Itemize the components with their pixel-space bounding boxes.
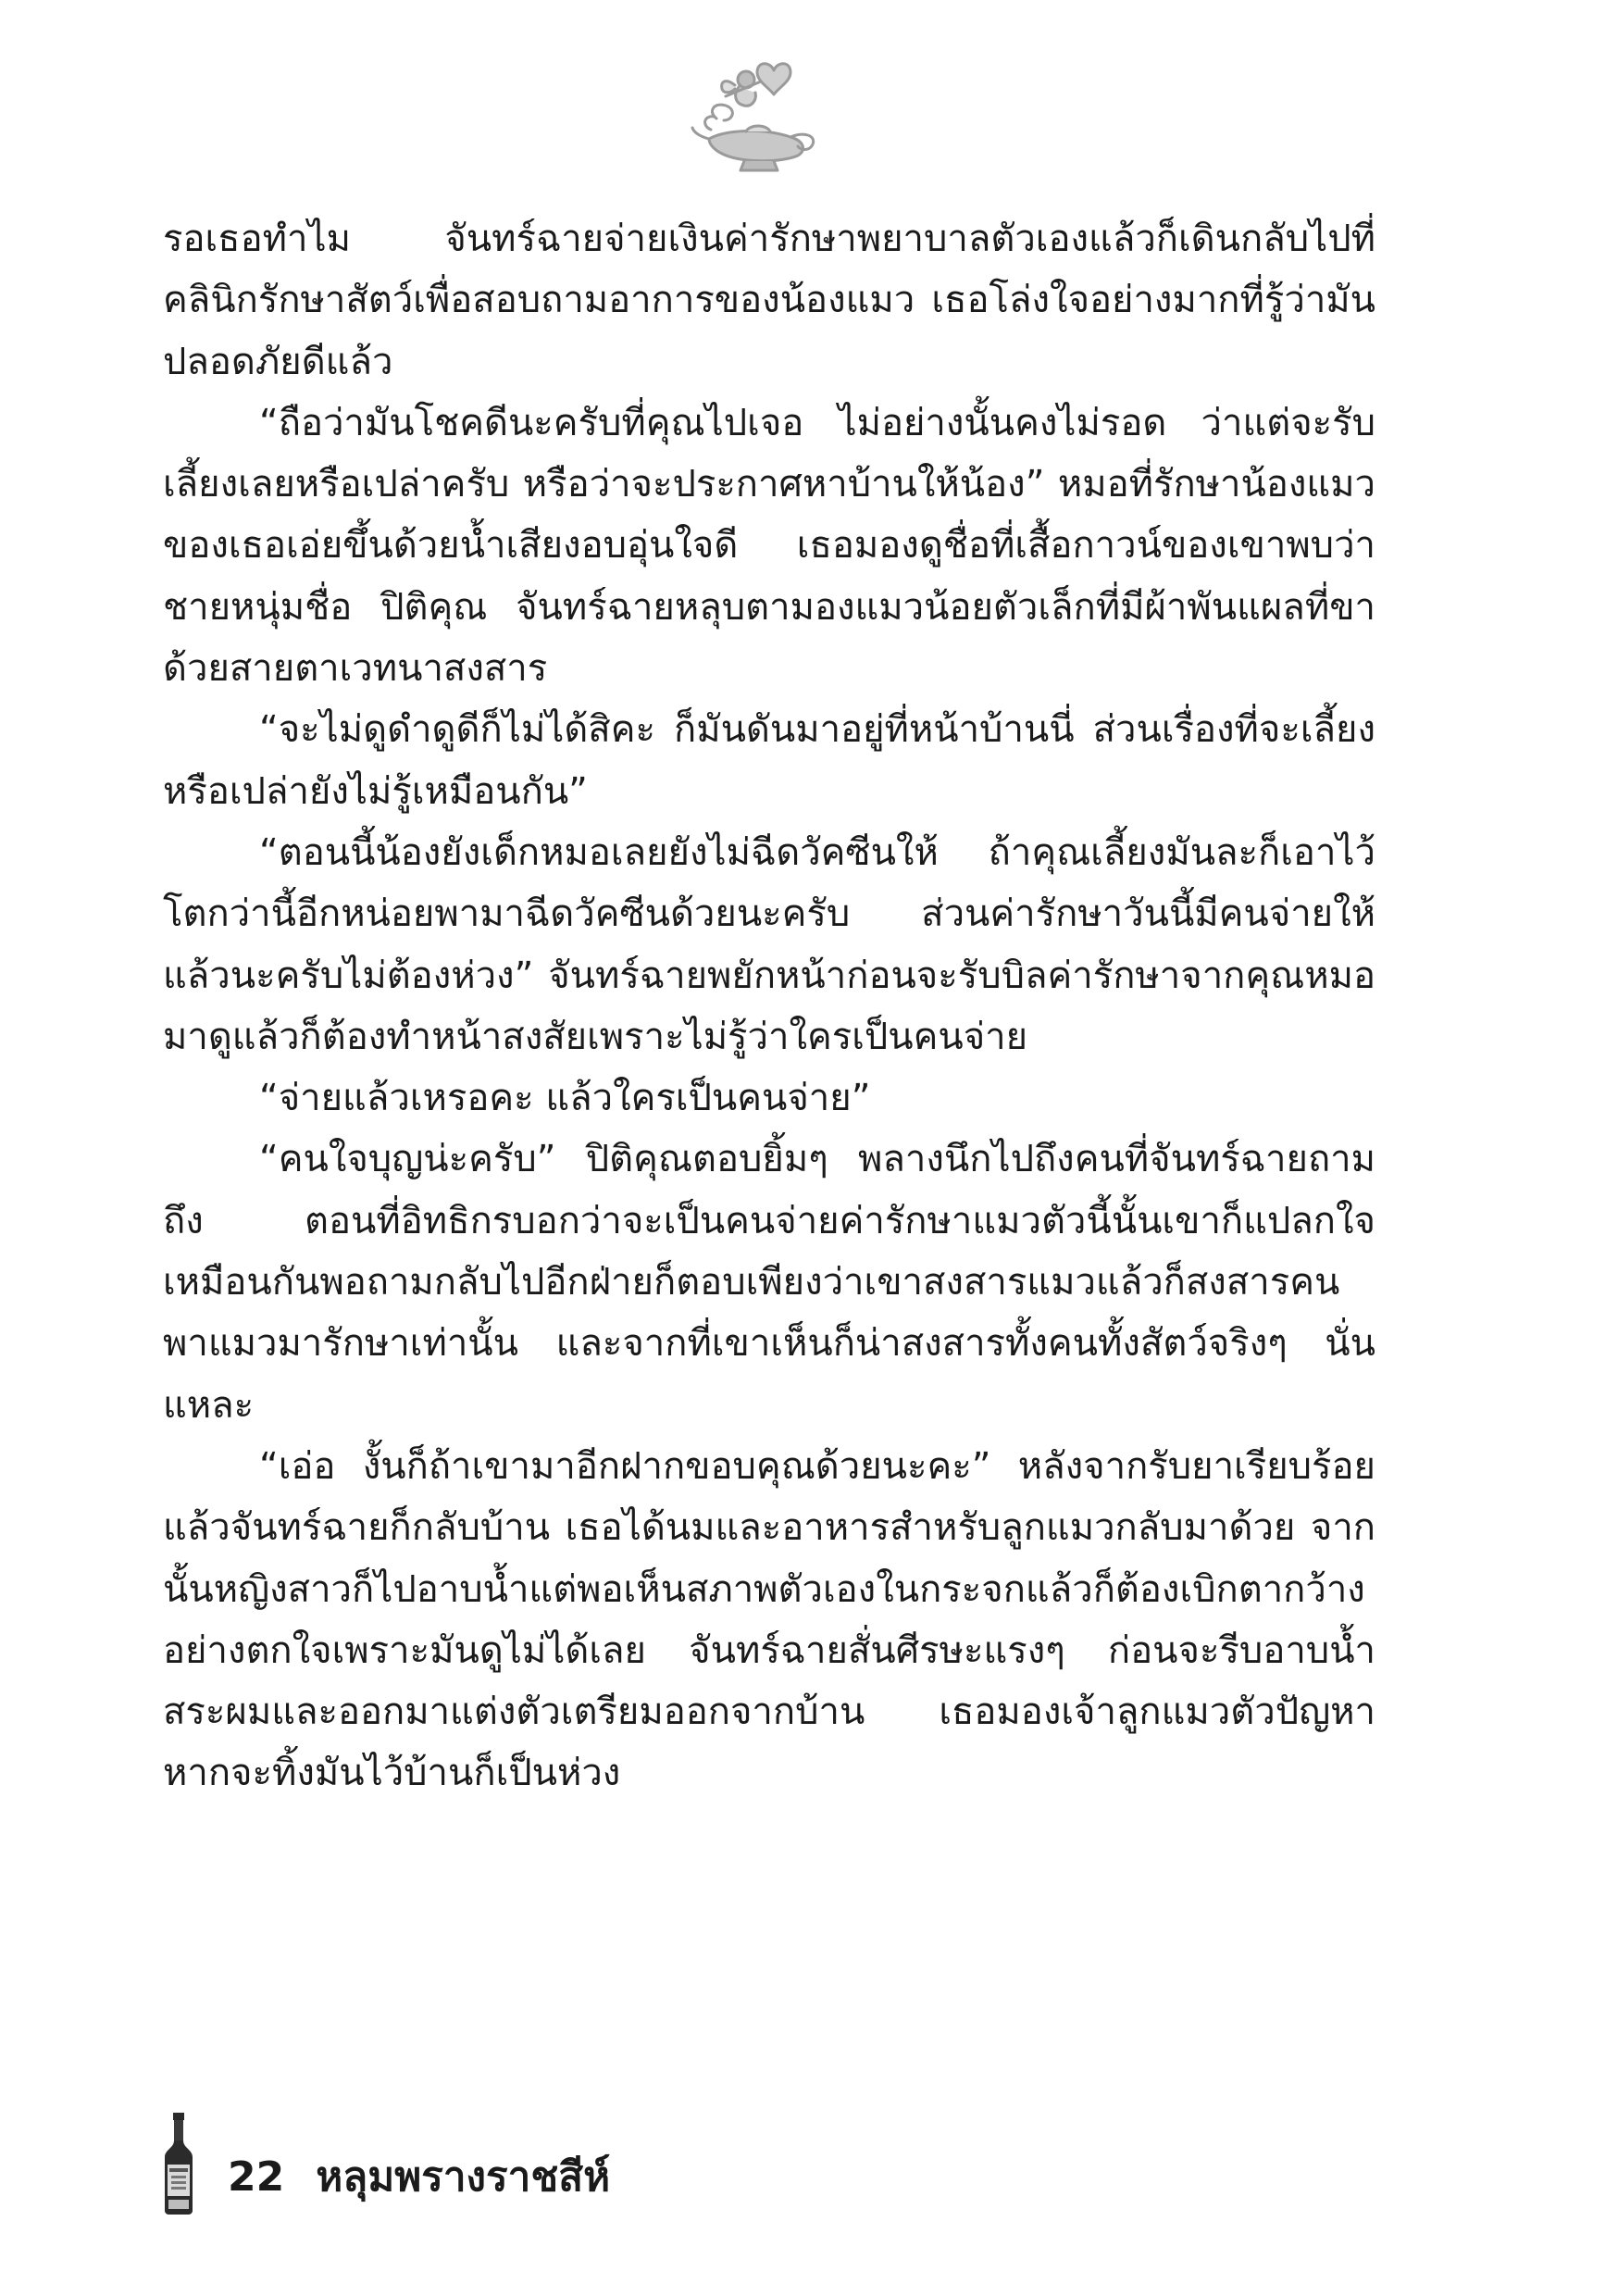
paragraph-4: “ตอนนี้น้องยังเด็กหมอเลยยังไม่ฉีดวัคซีนให้ ถ้าคุณเลี้ยงมันละก็เอาไว้โตกว่านี้อีกหน่อยพามาฉีดวัคซีนด้วยนะครับ ส่วนค่ารักษาวันนี้มีคนจ่ายให้แล้วนะครับไม่ต้องห่วง” จันทร์ฉายพยักหน้าก่อนจะรับบิลค่ารักษาจากคุณหมอมาดูแล้วก็ต้องทำหน้าสงสัยเพราะไม่รู้ว่าใครเป็นคนจ่าย xyxy=(163,830,1375,1058)
genie-lamp-cupid-icon xyxy=(689,54,828,174)
page-footer xyxy=(163,2113,610,2215)
paragraph-1: รอเธอทำไม จันทร์ฉายจ่ายเงินค่ารักษาพยาบาลตัวเองแล้วก็เดินกลับไปที่คลินิกรักษาสัตว์เพื่อสอบถามอาการของน้องแมว เธอโล่งใจอย่างมากที่รู้ว่ามันปลอดภัยดีแล้ว xyxy=(163,218,1375,383)
paragraph-7: “เอ่อ งั้นก็ถ้าเขามาอีกฝากขอบคุณด้วยนะคะ” หลังจากรับยาเรียบร้อยแล้วจันทร์ฉายก็กลับบ้าน เธอได้นมและอาหารสำหรับลูกแมวกลับมาด้วย จากนั้นหญิงสาวก็ไปอาบน้ำแต่พอเห็นสภาพตัวเองในกระจกแล้วก็ต้องเบิกตากว้างอย่างตกใจเพราะมันดูไม่ได้เลย จันทร์ฉายสั่นศีรษะแรงๆ ก่อนจะรีบอาบน้ำสระผมและออกมาแต่งตัวเตรียมออกจากบ้าน เธอมองเจ้าลูกแมวตัวปัญหาหากจะทิ้งมันไว้บ้านก็เป็นห่วง xyxy=(163,1444,1375,1795)
paragraph-5: “จ่ายแล้วเหรอคะ แล้วใครเป็นคนจ่าย” xyxy=(259,1077,871,1120)
paragraph-6: “คนใจบุญน่ะครับ” ปิติคุณตอบยิ้มๆ พลางนึกไปถึงคนที่จันทร์ฉายถามถึง ตอนที่อิทธิกรบอกว่าจะเป็นคนจ่ายค่ารักษาแมวตัวนี้นั้นเขาก็แปลกใจเหมือนกันพอถามกลับไปอีกฝ่ายก็ตอบเพียงว่าเขาสงสารแมวแล้วก็สงสารคนพาแมวมารักษาเท่านั้น และจากที่เขาเห็นก็น่าสงสารทั้งคนทั้งสัตว์จริงๆ นั่นแหละ xyxy=(163,1138,1375,1427)
page-number: 22 xyxy=(228,2152,285,2201)
paragraph-2: “ถือว่ามันโชคดีนะครับที่คุณไปเจอ ไม่อย่างนั้นคงไม่รอด ว่าแต่จะรับเลี้ยงเลยหรือเปล่าครับ หรือว่าจะประกาศหาบ้านให้น้อง” หมอที่รักษาน้องแมวของเธอเอ่ยขึ้นด้วยน้ำเสียงอบอุ่นใจดี เธอมองดูชื่อที่เสื้อกาวน์ของเขาพบว่าชายหนุ่มชื่อ ปิติคุณ จันทร์ฉายหลุบตามองแมวน้อยตัวเล็กที่มีผ้าพันแผลที่ขาด้วยสายตาเวทนาสงสาร xyxy=(163,401,1375,691)
book-title: หลุมพรางราชสีห์ xyxy=(316,2153,611,2201)
whiskey-bottle-icon xyxy=(163,2113,194,2215)
body-text xyxy=(163,208,1375,1804)
paragraph-3: “จะไม่ดูดำดูดีก็ไม่ได้สิคะ ก็มันดันมาอยู่ที่หน้าบ้านนี่ ส่วนเรื่องที่จะเลี้ยงหรือเปล่ายังไม่รู้เหมือนกัน” xyxy=(163,708,1375,813)
